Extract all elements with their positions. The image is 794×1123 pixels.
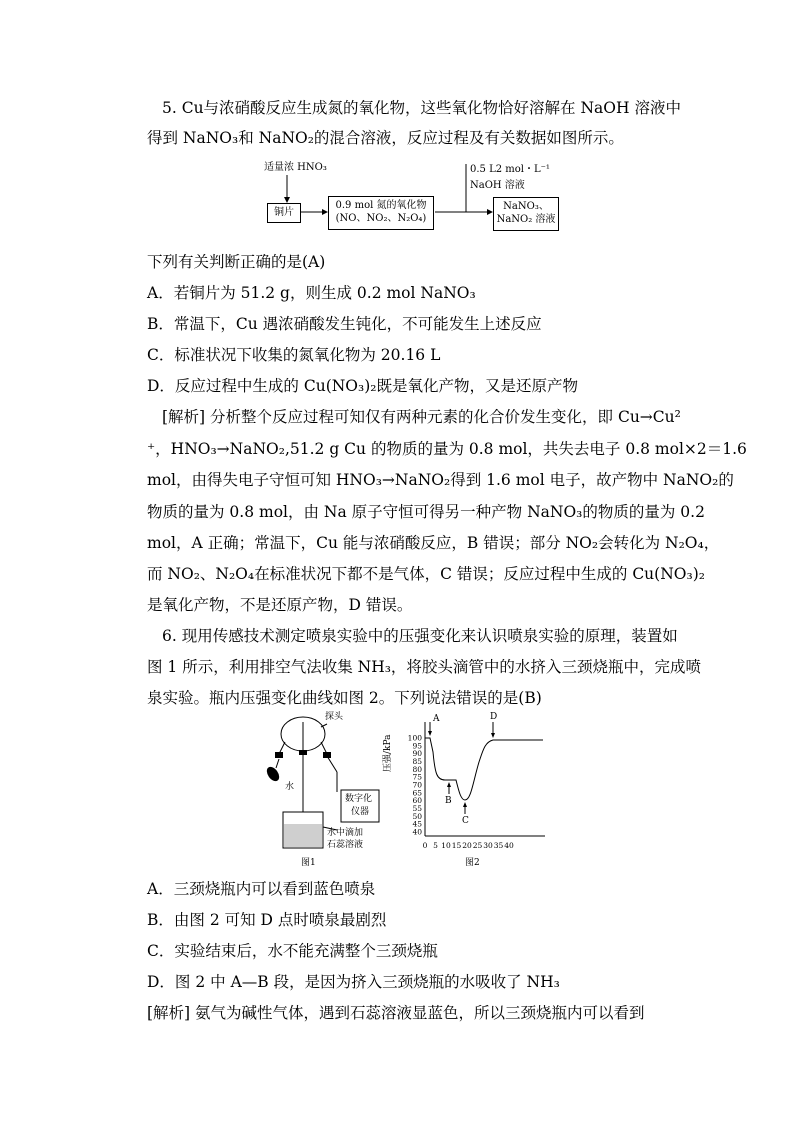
q5-option-c: C．标准状况下收集的氮氧化物为 20.16 L	[147, 346, 441, 364]
y-tick-label: 100	[407, 733, 422, 743]
water-label: 水	[285, 782, 295, 792]
fig2-ylabel: 压强/kPa	[383, 734, 393, 772]
y-tick-label: 70	[412, 780, 422, 790]
nitrogen-oxides-box	[328, 196, 434, 230]
x-tick-label: 30	[483, 841, 493, 850]
y-tick-label: 75	[412, 772, 422, 782]
instrument-label-1: 数字化	[345, 794, 373, 804]
naoh-concentration: 0.5 L2 mol・L⁻¹	[470, 164, 550, 175]
q5-analysis-line-7: 是氧化产物，不是还原产物，D 错误。	[147, 596, 413, 614]
analysis-tag: [解析]	[147, 1004, 191, 1022]
y-tick-label: 95	[412, 741, 422, 751]
q6-analysis-line-1	[147, 1003, 645, 1023]
oxides-amount: 0.9 mol 氮的氧化物	[335, 200, 427, 211]
x-tick-label: 15	[451, 841, 462, 850]
analysis-tag: [解析]	[162, 408, 206, 426]
probe-label: 探头	[325, 712, 344, 722]
fig2-caption: 图2	[465, 858, 480, 868]
x-tick-label: 35	[493, 841, 504, 850]
y-tick-labels	[408, 734, 423, 837]
q6-stem-line-1: 6. 现用传感技术测定喷泉实验中的压强变化来认识喷泉实验的原理，装置如	[162, 627, 678, 645]
right-stopper	[323, 752, 331, 758]
q5-analysis-line-4: 物质的量为 0.8 mol，由 Na 原子守恒可得另一种产物 NaNO₃的物质的量为 0.2	[147, 503, 705, 521]
q6-figures	[265, 712, 555, 872]
x-tick-label: 10	[441, 841, 451, 850]
y-tick-label: 65	[412, 788, 422, 798]
q6-stem-line-2: 图 1 所示，利用排空气法收集 NH₃，将胶头滴管中的水挤入三颈烧瓶中，完成喷	[147, 658, 701, 676]
q5-option-d: D．反应过程中生成的 Cu(NO₃)₂既是氧化产物，又是还原产物	[147, 377, 578, 395]
q6-option-a: A．三颈烧瓶内可以看到蓝色喷泉	[147, 880, 376, 898]
product-box	[493, 197, 559, 231]
y-tick-label: 90	[412, 749, 422, 759]
instrument-label-2: 仪器	[351, 807, 370, 817]
x-tick-label: 0	[422, 841, 428, 850]
oxides-species: (NO、NO₂、N₂O₄)	[335, 213, 427, 224]
fig1-caption: 图1	[301, 858, 316, 868]
solution-label-2: 石蕊溶液	[327, 840, 364, 850]
pressure-curve	[425, 738, 543, 800]
copper-label: 铜片	[274, 207, 294, 218]
y-tick-label: 50	[412, 811, 422, 821]
x-tick-label: 40	[504, 841, 514, 850]
q5-option-a: A．若铜片为 51.2 g，则生成 0.2 mol NaNO₃	[147, 284, 476, 302]
solution-label-1: 水中滴加	[327, 828, 364, 838]
x-tick-label: 20	[462, 841, 472, 850]
q6-option-b: B．由图 2 可知 D 点时喷泉最剧烈	[147, 911, 387, 929]
q5-option-b: B．常温下，Cu 遇浓硝酸发生钝化，不可能发生上述反应	[147, 315, 542, 333]
q5-analysis-line-6: 而 NO₂、N₂O₄在标准状况下都不是气体，C 错误；反应过程中生成的 Cu(NO₃)₂	[147, 565, 705, 583]
q6-option-c: C．实验结束后，水不能充满整个三颈烧瓶	[147, 942, 438, 960]
copper-box	[267, 203, 301, 223]
y-tick-label: 40	[412, 827, 422, 837]
y-tick-label: 60	[412, 796, 422, 806]
y-tick-label: 80	[412, 764, 422, 774]
x-tick-labels	[423, 841, 514, 850]
point-a-label: A	[433, 714, 440, 724]
left-stopper	[275, 752, 283, 758]
product-line-1: NaNO₃、	[503, 201, 549, 212]
fig2-pressure-chart	[393, 712, 553, 857]
analysis-text: 氨气为碱性气体，遇到石蕊溶液显蓝色，所以三颈烧瓶内可以看到	[190, 1004, 645, 1022]
q6-stem-line-3: 泉实验。瓶内压强变化曲线如图 2。下列说法错误的是(B)	[147, 689, 542, 707]
beaker-liquid	[284, 824, 322, 847]
naoh-solution: NaOH 溶液	[470, 180, 525, 191]
q5-reaction-flow-diagram	[262, 160, 572, 240]
q5-analysis-line-3: mol，由得失电子守恒可知 HNO₃→NaNO₂得到 1.6 mol 电子，故产物中 NaNO₂的	[147, 471, 734, 489]
q6-option-d: D．图 2 中 A—B 段，是因为挤入三颈烧瓶的水吸收了 NH₃	[147, 973, 560, 991]
q5-stem-line-2: 得到 NaNO₃和 NaNO₂的混合溶液，反应过程及有关数据如图所示。	[147, 129, 624, 147]
y-tick-label: 85	[412, 757, 422, 766]
q5-analysis-line-5: mol，A 正确；常温下，Cu 能与浓硝酸反应，B 错误；部分 NO₂会转化为 N₂O₄，	[147, 534, 720, 552]
x-tick-label: 25	[472, 841, 483, 850]
q5-analysis-line-1	[162, 407, 681, 427]
point-b-label: B	[445, 796, 452, 806]
reagent-label: 适量浓 HNO₃	[264, 162, 327, 173]
point-d-label: D	[490, 712, 498, 722]
q5-question: 下列有关判断正确的是(A)	[147, 253, 326, 271]
y-tick-label: 55	[412, 804, 422, 813]
x-tick-label: 5	[433, 841, 438, 850]
q5-stem-line-1: 5. Cu与浓硝酸反应生成氮的氧化物，这些氧化物恰好溶解在 NaOH 溶液中	[162, 99, 681, 117]
q5-analysis-line-2: ⁺，HNO₃→NaNO₂,51.2 g Cu 的物质的量为 0.8 mol，共失去电子 0.8 mol×2＝1.6	[147, 440, 747, 458]
analysis-text: 分析整个反应过程可知仅有两种元素的化合价发生变化，即 Cu→Cu²	[205, 408, 681, 426]
dropper-bulb	[265, 765, 282, 784]
product-line-2: NaNO₂ 溶液	[496, 214, 556, 225]
y-tick-label: 45	[412, 819, 422, 829]
point-c-label: C	[462, 816, 469, 826]
